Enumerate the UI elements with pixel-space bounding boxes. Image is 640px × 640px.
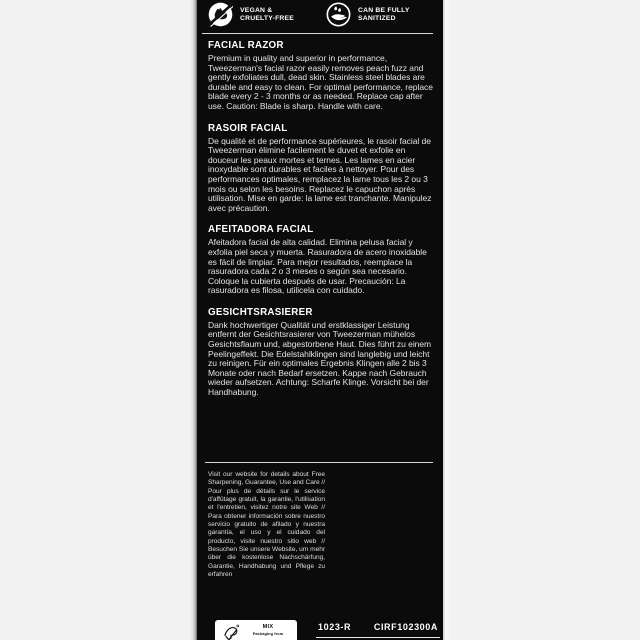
- section-german: [208, 307, 437, 398]
- footer-divider: [205, 462, 433, 463]
- fsc-tree-checkmark-icon: [221, 623, 243, 640]
- top-divider: [202, 33, 433, 34]
- section-french-body: De qualité et de performance supérieures, le rasoir facial de Tweezerman élimine facilement le duvet et exfolie en douceur les peaux mortes et ternes. Les lames en acier inoxydable sont durables et faciles à nettoyer. Pour des performances optimales, remplacez la lame tous les 2 ou 3 mois ou selon les besoins. Replacez le capuchon après utilisation. Mise en garde: la lame est tranchante. Manipulez avec précaution.: [208, 135, 432, 213]
- product-code-underline: [316, 637, 440, 638]
- fsc-mix-text: [243, 624, 293, 636]
- badge-vegan-label-line1: VEGAN &: [240, 6, 273, 14]
- section-french: [208, 123, 437, 214]
- website-guarantee-note: Visit our website for details about Free Sharpening, Guarantee, Use and Care // Pour plus de détails sur le service d'affûtage gratuit, la garantie, l'utilisation et l'entretien, visitez notre site Web // Para obtener información sobre nuestro servicio gratuito de afilado y nuestra garantía, el uso y el cuidado del producto, visite nuestro sitio web // Besuchen Sie unsere Website, um mehr über die kostenlose Nachschärfung, Garantie, Handhabung und Pflege zu erfahren: [208, 471, 325, 579]
- badge-sanitized-label: [358, 7, 410, 23]
- badge-row: [197, 2, 443, 30]
- badge-can-be-sanitized: [326, 2, 410, 27]
- section-spanish-heading: AFEITADORA FACIAL: [208, 224, 314, 236]
- badge-vegan-label: [240, 7, 294, 23]
- packaging-back-panel: [197, 0, 443, 640]
- fsc-mix-label: MIX: [262, 624, 274, 630]
- box-left-edge-highlight: [188, 0, 197, 640]
- badge-vegan-label-line2: CRUELTY-FREE: [240, 14, 295, 22]
- badge-sanitized-label-line1: CAN BE FULLY: [358, 6, 410, 14]
- section-english-heading: FACIAL RAZOR: [208, 40, 284, 51]
- product-code-left: 1023-R: [318, 622, 352, 632]
- product-code-right: CIRF102300A: [373, 622, 438, 632]
- multilingual-copy: [208, 40, 437, 409]
- sanitized-hand-drops-icon: [326, 2, 351, 27]
- section-french-heading: RASOIR FACIAL: [208, 122, 288, 134]
- section-german-body: Dank hochwertiger Qualität und erstklassiger Leistung entfernt der Gesichtsrasierer von Tweezerman mühelos Gesichtsflaum und, abgestorbene Haut. Dies führt zu einem Peelingeffekt. Die Edelstahlklingen sind langlebig und leicht zu reinigen. Für ein optimales Ergebnis Klingen alle 2 bis 3 Monate oder nach Bedarf ersetzen. Kappe nach Gebrauch wieder aufsetzen. Achtung: Scharfe Klinge. Vorsicht bei der Handhabung.: [208, 319, 432, 398]
- cruelty-free-bunny-icon: [208, 2, 233, 27]
- box-right-edge-highlight: [443, 0, 450, 640]
- fsc-mix-subline: Packaging from: [252, 631, 284, 636]
- section-spanish-body: Afeitadora facial de alta calidad. Elimina pelusa facial y exfolia piel seca y muerta. Rasuradora de acero inoxidable es fácil de limpiar. Para mejor resultados, reemplace la rasuradora cada 2 o 3 meses o según sea necesario. Coloque la cubierta después de usar. Precaución: La rasuradora es filosa, utilicela con cuidado.: [208, 237, 427, 296]
- fsc-mix-certification-box: [215, 620, 297, 640]
- section-spanish: [208, 224, 437, 296]
- section-german-heading: GESICHTSRASIERER: [208, 306, 313, 318]
- section-english: [208, 40, 437, 112]
- badge-sanitized-label-line2: SANITIZED: [358, 14, 396, 22]
- section-english-body: Premium in quality and superior in performance, Tweezerman's facial razor easily removes peach fuzz and gently exfoliates dull, dead skin. Stainless steel blades are durable and easy to clean. For optimal performance, replace blade every 2 - 3 months or as needed. Replace cap after use. Caution: Blade is sharp. Handle with care.: [208, 53, 433, 111]
- badge-vegan-cruelty-free: [208, 2, 294, 27]
